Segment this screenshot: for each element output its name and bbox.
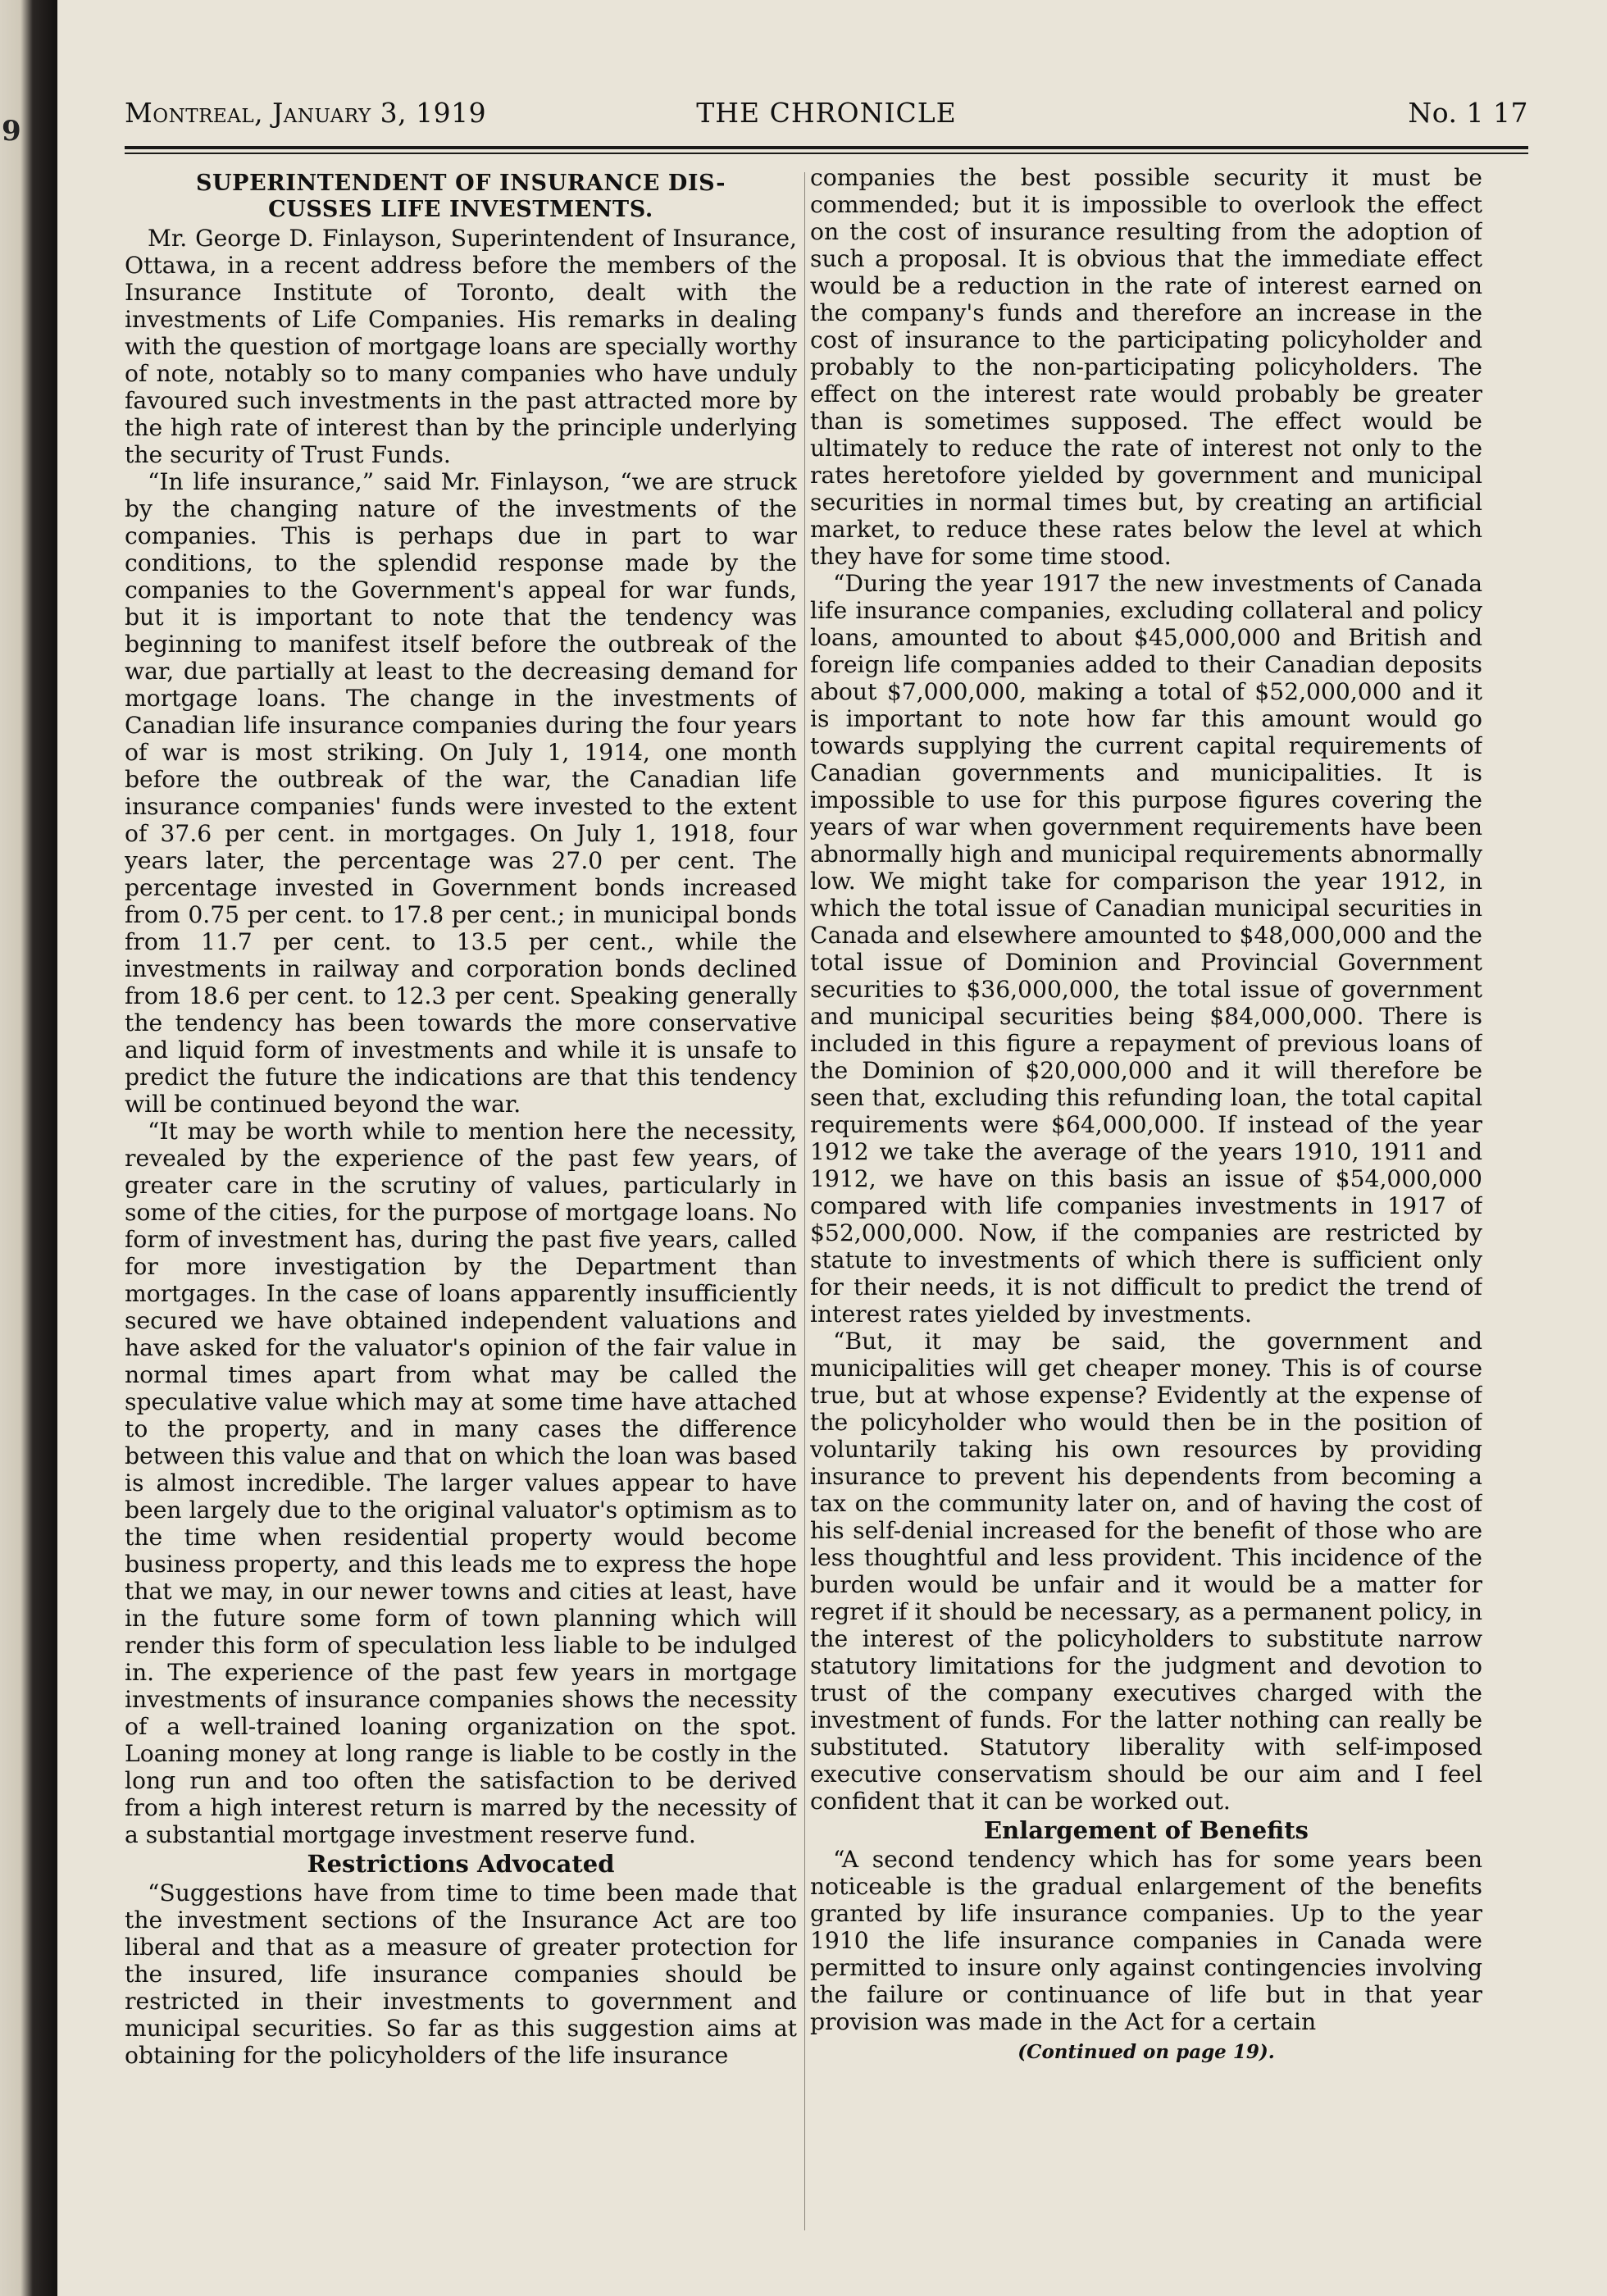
article-paragraph: companies the best possible security it must be commended; but it is impossible to overlook the effect on the cost of insurance resulting from the adoption of such a proposal. It is obvious that the immediate effect would be a reduction in the rate of interest earned on the company's funds and therefore an increase in the cost of insurance to the participating policyholder and probably to the non-participating policyholders. The effect on the interest rate would probably be greater than is sometimes supposed. The effect would be ultimately to reduce the rate of interest not only to the rates heretofore yielded by government and municipal securities in normal times but, by creating an artificial market, to reduce these rates below the level at which they have for some time stood.	[810, 164, 1482, 570]
newspaper-page	[57, 0, 1607, 2296]
publication-title: THE CHRONICLE	[696, 97, 957, 129]
right-column	[810, 164, 1482, 2239]
header-rule	[125, 146, 1528, 154]
article-paragraph: “It may be worth while to mention here the necessity, revealed by the experience of the past few years, of greater care in the scrutiny of values, particularly in some of the cities, for the purpose of mortgage loans. No form of investment has, during the past five years, called for more investigation by the Department than mortgages. In the case of loans apparently insufficiently secured we have obtained independent valuations and have asked for the valuator's opinion of the fair value in normal times apart from what may be called the speculative value which may at some time have attached to the property, and in many cases the difference between this value and that on which the loan was based is almost incredible. The larger values appear to have been largely due to the original valuator's optimism as to the time when residential property would become business property, and this leads me to express the hope that we may, in our newer towns and cities at least, have in the future some form of town planning which will render this form of speculation less liable to be indulged in. The experience of the past few years in mortgage investments of insurance companies shows the necessity of a well-trained loaning organization on the spot. Loaning money at long range is liable to be costly in the long run and too often the satisfaction to be derived from a high interest return is marred by the necessity of a substantial mortgage investment reserve fund.	[125, 1118, 797, 1848]
adjacent-page-edge	[0, 0, 57, 2296]
adjacent-page-number: 9	[2, 115, 21, 148]
article-title-line: SUPERINTENDENT OF INSURANCE DIS-	[195, 171, 726, 196]
left-column	[125, 164, 797, 2239]
article-paragraph: “In life insurance,” said Mr. Finlayson, “we are struck by the changing nature of the investments of the companies. This is perhaps due in part to war conditions, to the splendid response made by the companies to the Government's appeal for war funds, but it is important to note that the tendency was beginning to manifest itself before the outbreak of the war, due partially at least to the decreasing demand for mortgage loans. The change in the investments of Canadian life insurance companies during the four years of war is most striking. On July 1, 1914, one month before the outbreak of the war, the Canadian life insurance companies' funds were invested to the extent of 37.6 per cent. in mortgages. On July 1, 1918, four years later, the percentage was 27.0 per cent. The percentage invested in Government bonds increased from 0.75 per cent. to 17.8 per cent.; in municipal bonds from 11.7 per cent. to 13.5 per cent., while the investments in railway and corporation bonds declined from 18.6 per cent. to 12.3 per cent. Speaking generally the tendency has been towards the more conservative and liquid form of investments and while it is unsafe to predict the future the indications are that this tendency will be continued beyond the war.	[125, 468, 797, 1118]
article-paragraph: “A second tendency which has for some years been noticeable is the gradual enlargement of the benefits granted by life insurance companies. Up to the year 1910 the life insurance companies in Canada were permitted to insure only against contingencies involving the failure or continuance of life but in that year provision was made in the Act for a certain	[810, 1846, 1482, 2035]
section-subhead: Restrictions Advocated	[307, 1850, 615, 1878]
article-paragraph: “But, it may be said, the government and municipalities will get cheaper money. This is of course true, but at whose expense? Evidently at the expense of the policyholder who would then be in the position of voluntarily taking his own resources by providing insurance to prevent his dependents from becoming a tax on the community later on, and of having the cost of his self-denial increased for the benefit of those who are less thoughtful and less provident. This incidence of the burden would be unfair and it would be a matter for regret if it should be necessary, as a permanent policy, in the interest of the policyholders to substitute narrow statutory limitations for the judgment and devotion to trust of the company executives charged with the investment of funds. For the latter nothing can really be substituted. Statutory liberality with self-imposed executive conservatism should be our aim and I feel confident that it can be worked out.	[810, 1328, 1482, 1815]
article-title-line: CUSSES LIFE INVESTMENTS.	[268, 197, 653, 222]
article-paragraph: “Suggestions have from time to time been made that the investment sections of the Insurance Act are too liberal and that as a measure of greater protection for the insured, life insurance companies should be restricted in their investments to government and municipal securities. So far as this suggestion aims at obtaining for the policyholders of the life insurance	[125, 1879, 797, 2069]
dateline: Montreal, January 3, 1919	[125, 97, 487, 129]
continued-note: (Continued on page 19).	[1017, 2041, 1275, 2063]
issue-page-number: No. 1 17	[1408, 97, 1528, 129]
running-head	[125, 97, 1528, 138]
article-paragraph: Mr. George D. Finlayson, Superintendent of Insurance, Ottawa, in a recent address before the members of the Insurance Institute of Toronto, dealt with the investments of Life Companies. His remarks in dealing with the question of mortgage loans are specially worthy of note, notably so to many companies who have unduly favoured such investments in the past attracted more by the high rate of interest than by the principle underlying the security of Trust Funds.	[125, 225, 797, 468]
column-divider	[804, 172, 805, 2230]
article-paragraph: “During the year 1917 the new investments of Canada life insurance companies, excluding collateral and policy loans, amounted to about $45,000,000 and British and foreign life companies added to their Canadian deposits about $7,000,000, making a total of $52,000,000 and it is important to note how far this amount would go towards supplying the current capital requirements of Canadian governments and municipalities. It is impossible to use for this purpose figures covering the years of war when government requirements have been abnormally high and municipal requirements abnormally low. We might take for comparison the year 1912, in which the total issue of Canadian municipal securities in Canada and elsewhere amounted to $48,000,000 and the total issue of Dominion and Provincial Government securities to $36,000,000, the total issue of government and municipal securities being $84,000,000. There is included in this figure a repayment of previous loans of the Dominion of $20,000,000 and it will therefore be seen that, excluding this refunding loan, the total capital requirements were $64,000,000. If instead of the year 1912 we take the average of the years 1910, 1911 and 1912, we have on this basis an issue of $54,000,000 compared with life companies investments in 1917 of $52,000,000. Now, if the companies are restricted by statute to investments of which there is sufficient only for their needs, it is not difficult to predict the trend of interest rates yielded by investments.	[810, 570, 1482, 1328]
article-title	[125, 171, 797, 223]
section-subhead: Enlargement of Benefits	[984, 1816, 1309, 1844]
